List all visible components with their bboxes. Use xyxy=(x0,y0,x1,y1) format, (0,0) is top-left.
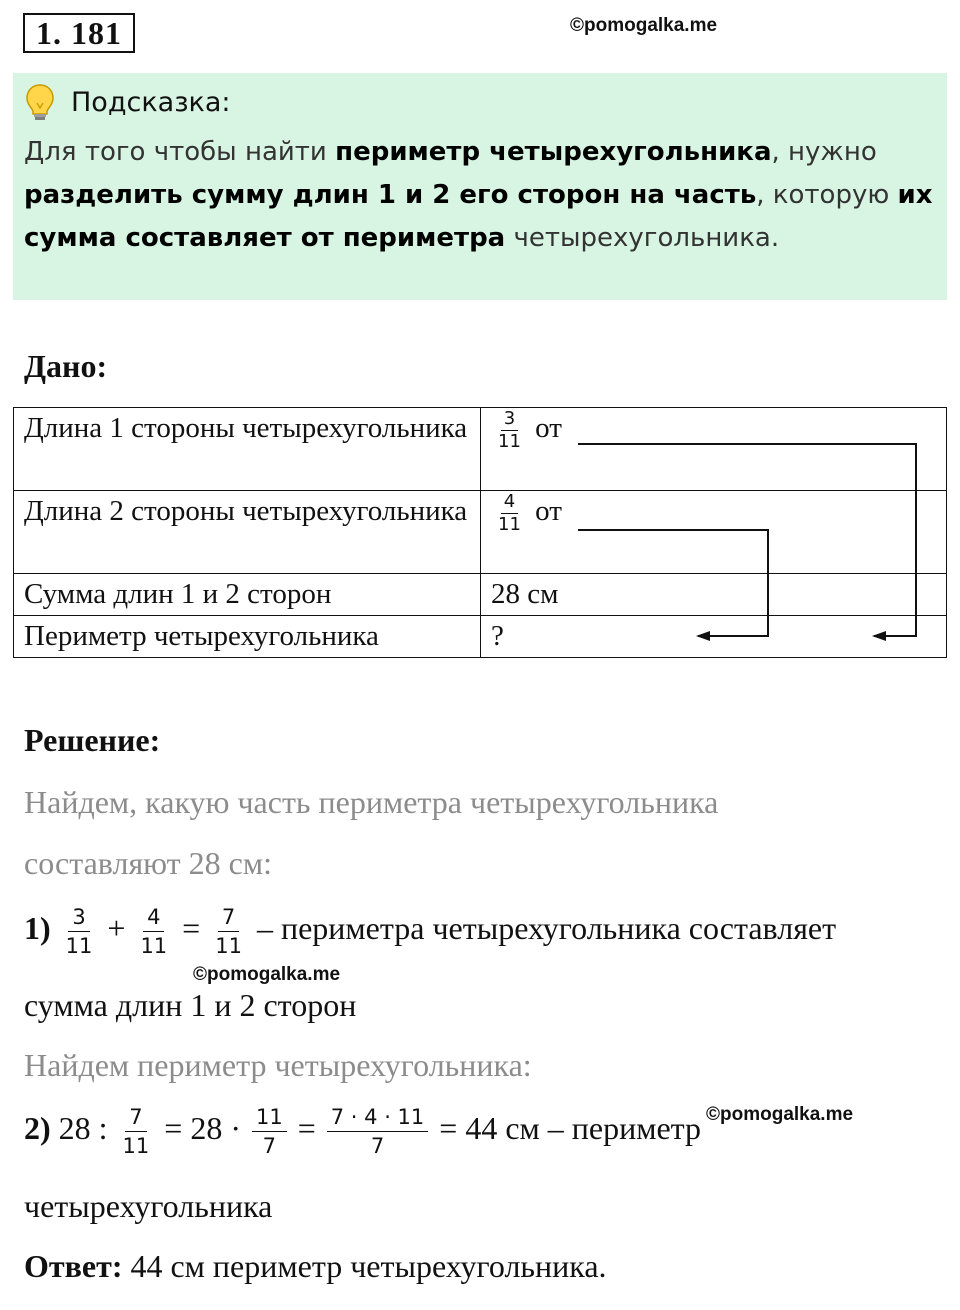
step1-line: 1) $\frac{3}{11}$ + $\frac{4}{11}$ = $\frac{7}{11}$ – периметра четырехугольника составляет xyxy=(24,905,837,958)
fraction: $\frac{4}{11}$ xyxy=(140,905,168,958)
task-number: 1. 181 xyxy=(23,13,135,53)
given-heading: Дано: xyxy=(24,348,108,384)
row-value: $\frac{3}{11}$ от xyxy=(481,408,947,491)
arrow-side2 xyxy=(578,530,768,636)
row-value: ? xyxy=(481,616,947,658)
watermark: ©pomogalka.me xyxy=(193,964,341,985)
fraction: $\frac{3}{11}$ xyxy=(65,905,93,958)
row-label: Длина 2 стороны четырехугольника xyxy=(14,491,481,574)
arrow-side1 xyxy=(578,444,916,636)
step2-continuation: четырехугольника xyxy=(24,1188,273,1224)
solution-intro-line2: составляют 28 см: xyxy=(24,845,272,881)
solution-intro-line1: Найдем, какую часть периметра четырехугольника xyxy=(24,784,719,820)
fraction: $\frac{4}{11}$ xyxy=(498,491,521,535)
row-label: Сумма длин 1 и 2 сторон xyxy=(14,574,481,616)
fraction: $\frac{11}{7}$ xyxy=(252,1103,287,1160)
row-value: $\frac{4}{11}$ от xyxy=(481,491,947,574)
solution-intro-line3: Найдем периметр четырехугольника: xyxy=(24,1047,532,1083)
watermark: ©pomogalka.me xyxy=(706,1104,854,1125)
row-label: Длина 1 стороны четырехугольника xyxy=(14,408,481,491)
fraction: $\frac{3}{11}$ xyxy=(498,408,521,452)
hint-text: Для того чтобы найти периметр четырехугольника, нужно разделить сумму длин 1 и 2 его сторон на часть, которую их сумма составляет от периметра четырехугольника. xyxy=(24,137,933,253)
fraction: $\frac{7}{11}$ xyxy=(215,905,242,958)
row-value: 28 см xyxy=(481,574,947,616)
hint-title: Подсказка: xyxy=(71,87,231,118)
solution-heading: Решение: xyxy=(24,722,161,758)
fraction: $\frac{7}{11}$ xyxy=(122,1105,150,1158)
row-label: Периметр четырехугольника xyxy=(14,616,481,658)
fraction: $\frac{7 \cdot 4 \cdot 11}{7}$ xyxy=(327,1103,429,1160)
step1-continuation: сумма длин 1 и 2 сторон xyxy=(24,987,357,1023)
step2-line: 2) 28 : $\frac{7}{11}$ = 28 · $\frac{11}{7}$ = $\frac{7 \cdot 4 \cdot 11}{7}$ = 44 см – периметр xyxy=(24,1105,702,1158)
watermark: ©pomogalka.me xyxy=(570,15,718,36)
answer-line: Ответ: 44 см периметр четырехугольника. xyxy=(24,1248,607,1284)
